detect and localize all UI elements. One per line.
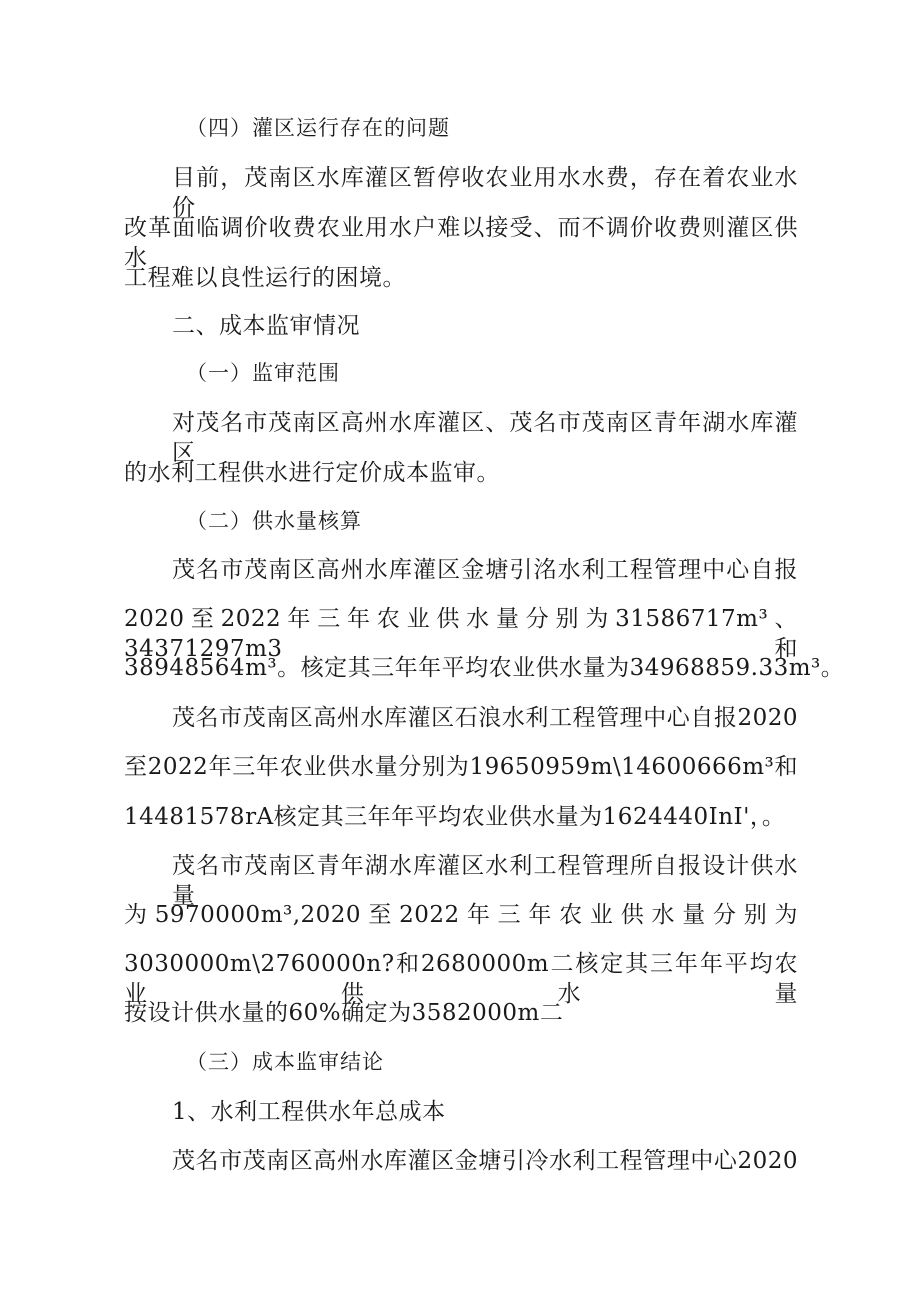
heading-irrigation-problems: （四）灌区运行存在的问题: [186, 116, 450, 140]
paragraph-line: 3030000m\2760000n?和2680000m二核定其三年年平均农业供水量: [124, 951, 798, 1007]
heading-water-supply-calc: （二）供水量核算: [186, 509, 362, 533]
paragraph-line: 14481578rA核定其三年年平均农业供水量为1624440InI'，。: [124, 804, 786, 830]
paragraph-line: 茂名市茂南区青年湖水库灌区水利工程管理所自报设计供水量: [172, 853, 798, 909]
paragraph-line: 至2022年三年农业供水量分别为19650959m\14600666m³和: [124, 754, 798, 780]
paragraph-line: 茂名市茂南区高州水库灌区金塘引冷水利工程管理中心2020: [172, 1148, 798, 1174]
paragraph-line: 对茂名市茂南区高州水库灌区、茂名市茂南区青年湖水库灌区: [172, 410, 798, 466]
paragraph-line: 的水利工程供水进行定价成本监审。: [124, 460, 500, 486]
paragraph-line: 2020至2022年三年农业供水量分别为31586717m³、34371297m3和: [124, 606, 798, 662]
paragraph-line: 工程难以良性运行的困境。: [124, 265, 406, 291]
paragraph-line: 按设计供水量的60%确定为3582000m二: [124, 1000, 564, 1026]
paragraph-line: 茂名市茂南区高州水库灌区金塘引洺水利工程管理中心自报: [172, 557, 798, 583]
heading-review-conclusion: （三）成本监审结论: [186, 1050, 384, 1074]
paragraph-line: 38948564m³。核定其三年年平均农业供水量为34968859.33m³。: [124, 655, 845, 681]
heading-review-scope: （一）监审范围: [186, 361, 340, 385]
paragraph-line: 为5970000m³,2020至2022年三年农业供水量分别为: [124, 902, 798, 928]
paragraph-line: 茂名市茂南区高州水库灌区石浪水利工程管理中心自报2020: [172, 705, 798, 731]
paragraph-line: 改革面临调价收费农业用水户难以接受、而不调价收费则灌区供水: [124, 215, 798, 271]
heading-cost-review: 二、成本监审情况: [172, 313, 360, 339]
paragraph-line: 目前，茂南区水库灌区暂停收农业用水水费，存在着农业水价: [172, 165, 798, 221]
heading-annual-total-cost: 1、水利工程供水年总成本: [172, 1099, 446, 1125]
